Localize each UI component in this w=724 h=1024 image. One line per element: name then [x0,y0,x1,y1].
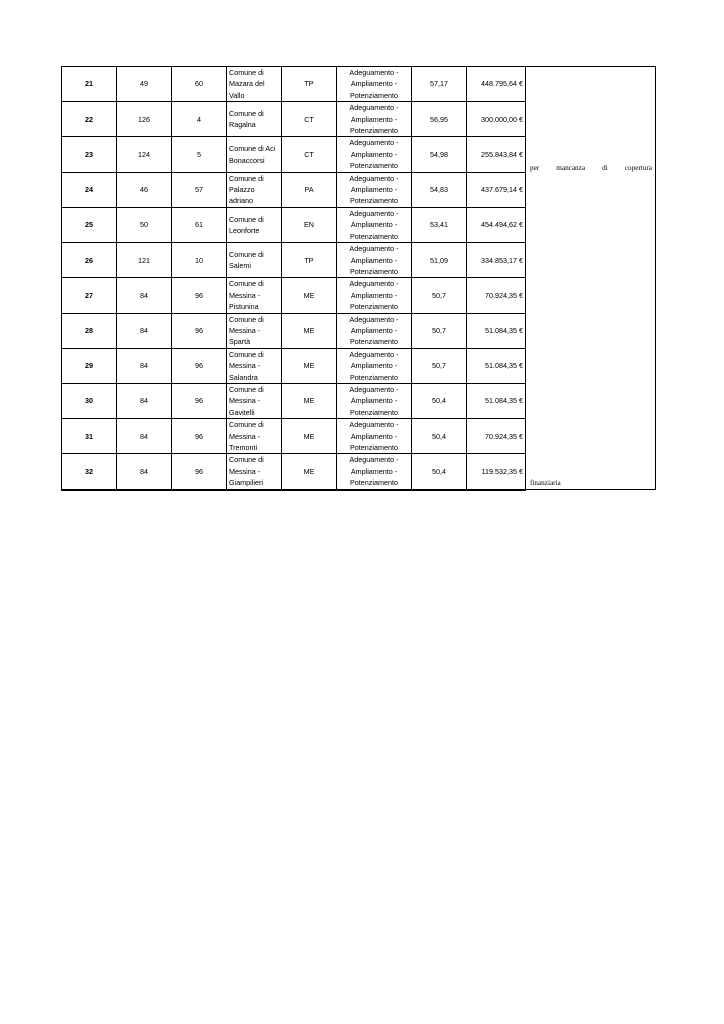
amount-cell: 70.924,35 € [467,278,526,313]
column-a-cell: 84 [117,313,172,348]
intervention-type-cell: Adeguamento - Ampliamento - Potenziamento [337,313,412,348]
province-cell: ME [282,454,337,490]
amount-cell: 454.494,62 € [467,207,526,242]
amount-cell: 448.795,64 € [467,67,526,102]
comune-cell: Comune di Mazara del Vallo [227,67,282,102]
column-a-cell: 84 [117,383,172,418]
score-cell: 50,4 [412,419,467,454]
intervention-type-cell: Adeguamento - Ampliamento - Potenziamento [337,348,412,383]
intervention-type-cell: Adeguamento - Ampliamento - Potenziamento [337,278,412,313]
amount-cell: 51.084,35 € [467,383,526,418]
amount-cell: 51.084,35 € [467,313,526,348]
comune-cell: Comune di Messina - Giampilieri [227,454,282,490]
comune-cell: Comune di Messina - Salandra [227,348,282,383]
score-cell: 57,17 [412,67,467,102]
comune-cell: Comune di Messina - Gavitelli [227,383,282,418]
column-b-cell: 96 [172,313,227,348]
province-cell: ME [282,278,337,313]
column-a-cell: 84 [117,454,172,490]
row-number-cell: 29 [62,348,117,383]
score-cell: 50,7 [412,313,467,348]
intervention-type-cell: Adeguamento - Ampliamento - Potenziamento [337,102,412,137]
intervention-type-cell: Adeguamento - Ampliamento - Potenziamento [337,419,412,454]
province-cell: CT [282,137,337,172]
score-cell: 50,4 [412,383,467,418]
intervention-type-cell: Adeguamento - Ampliamento - Potenziamento [337,454,412,490]
comune-cell: Comune di Messina - Tremonti [227,419,282,454]
score-cell: 51,09 [412,243,467,278]
province-cell: CT [282,102,337,137]
province-cell: TP [282,67,337,102]
province-cell: ME [282,348,337,383]
column-b-cell: 4 [172,102,227,137]
column-a-cell: 50 [117,207,172,242]
comune-cell: Comune di Messina - Spartà [227,313,282,348]
province-cell: EN [282,207,337,242]
intervention-type-cell: Adeguamento - Ampliamento - Potenziamento [337,67,412,102]
column-b-cell: 96 [172,348,227,383]
comune-cell: Comune di Messina - Pistunina [227,278,282,313]
table-row [62,67,656,102]
amount-cell: 119.532,35 € [467,454,526,490]
column-b-cell: 60 [172,67,227,102]
intervention-type-cell: Adeguamento - Ampliamento - Potenziamento [337,207,412,242]
column-a-cell: 126 [117,102,172,137]
province-cell: ME [282,419,337,454]
row-number-cell: 24 [62,172,117,207]
score-cell: 50,7 [412,348,467,383]
row-number-cell: 23 [62,137,117,172]
column-b-cell: 96 [172,419,227,454]
row-number-cell: 26 [62,243,117,278]
intervention-type-cell: Adeguamento - Ampliamento - Potenziamento [337,383,412,418]
note-cell [526,67,656,490]
row-number-cell: 25 [62,207,117,242]
comune-cell: Comune di Palazzo adriano [227,172,282,207]
row-number-cell: 27 [62,278,117,313]
intervention-type-cell: Adeguamento - Ampliamento - Potenziamento [337,243,412,278]
column-b-cell: 57 [172,172,227,207]
amount-cell: 255.843,84 € [467,137,526,172]
note-text-line2: finanziaria [530,478,561,487]
amount-cell: 51.084,35 € [467,348,526,383]
comune-cell: Comune di Salemi [227,243,282,278]
province-cell: ME [282,313,337,348]
amount-cell: 300.000,00 € [467,102,526,137]
column-b-cell: 10 [172,243,227,278]
amount-cell: 70.924,35 € [467,419,526,454]
column-a-cell: 121 [117,243,172,278]
column-a-cell: 84 [117,348,172,383]
column-a-cell: 46 [117,172,172,207]
table-body [62,67,656,490]
score-cell: 53,41 [412,207,467,242]
row-number-cell: 21 [62,67,117,102]
province-cell: ME [282,383,337,418]
row-number-cell: 22 [62,102,117,137]
ranking-table [61,66,656,491]
column-b-cell: 96 [172,454,227,490]
score-cell: 54,83 [412,172,467,207]
row-number-cell: 31 [62,419,117,454]
column-b-cell: 96 [172,383,227,418]
column-a-cell: 84 [117,419,172,454]
column-b-cell: 61 [172,207,227,242]
comune-cell: Comune di Leonforte [227,207,282,242]
note-text-line1: per mancanza di copertura [530,164,652,172]
province-cell: PA [282,172,337,207]
column-a-cell: 124 [117,137,172,172]
score-cell: 50,7 [412,278,467,313]
comune-cell: Comune di Aci Bonaccorsi [227,137,282,172]
comune-cell: Comune di Ragalna [227,102,282,137]
column-b-cell: 5 [172,137,227,172]
score-cell: 50,4 [412,454,467,490]
amount-cell: 437.679,14 € [467,172,526,207]
intervention-type-cell: Adeguamento - Ampliamento - Potenziamento [337,172,412,207]
province-cell: TP [282,243,337,278]
score-cell: 54,98 [412,137,467,172]
column-a-cell: 49 [117,67,172,102]
score-cell: 56,95 [412,102,467,137]
row-number-cell: 32 [62,454,117,490]
amount-cell: 334.853,17 € [467,243,526,278]
row-number-cell: 30 [62,383,117,418]
column-b-cell: 96 [172,278,227,313]
intervention-type-cell: Adeguamento - Ampliamento - Potenziamento [337,137,412,172]
column-a-cell: 84 [117,278,172,313]
row-number-cell: 28 [62,313,117,348]
